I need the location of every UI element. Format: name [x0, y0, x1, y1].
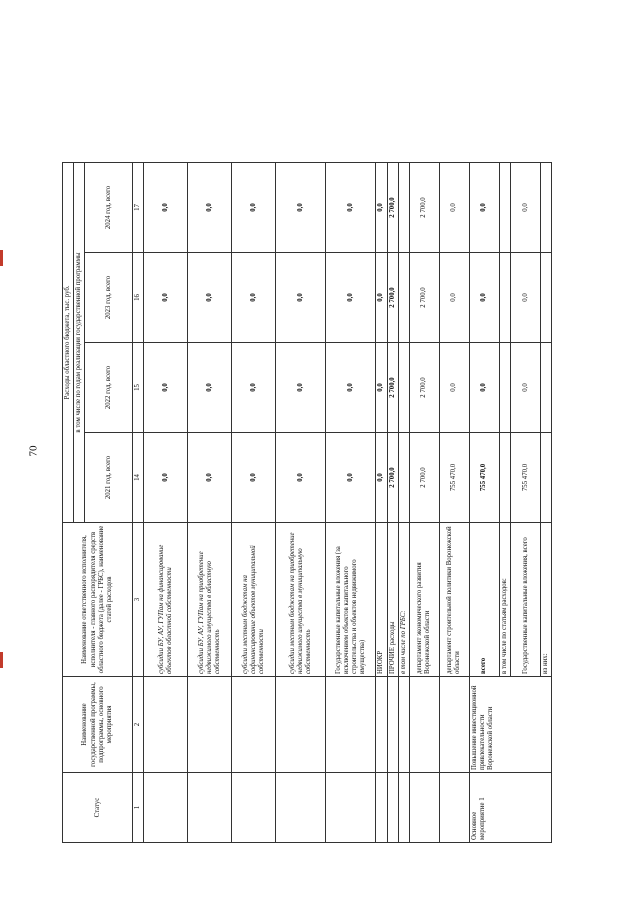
value-cell: 0,0 — [276, 433, 326, 523]
value-cell — [541, 343, 552, 433]
item-name-cell: НИОКР — [376, 523, 387, 677]
value-cell — [541, 253, 552, 343]
col-number: 2 — [133, 677, 144, 773]
program-cell — [398, 677, 409, 773]
program-cell — [144, 677, 188, 773]
value-cell — [499, 343, 510, 433]
value-cell: 0,0 — [326, 253, 376, 343]
header-year: 2022 год, всего — [85, 343, 133, 433]
value-cell: 0,0 — [376, 162, 387, 252]
status-cell — [398, 773, 409, 843]
value-cell: 0,0 — [276, 343, 326, 433]
program-cell — [188, 677, 232, 773]
value-cell: 0,0 — [469, 343, 499, 433]
scan-edge-mark — [0, 652, 3, 668]
value-cell — [499, 253, 510, 343]
status-cell — [439, 773, 469, 843]
header-year: 2021 год, всего — [85, 433, 133, 523]
value-cell: 0,0 — [326, 162, 376, 252]
header-year: 2024 год, всего — [85, 162, 133, 252]
col-number: 16 — [133, 253, 144, 343]
value-cell: 0,0 — [511, 253, 541, 343]
value-cell: 2 700,0 — [387, 162, 398, 252]
status-cell — [409, 773, 439, 843]
status-cell — [144, 773, 188, 843]
program-cell — [387, 677, 398, 773]
item-name-cell: в том числе по ГРБС: — [398, 523, 409, 677]
table-row — [326, 162, 376, 842]
table-row — [376, 162, 387, 842]
value-cell: 2 700,0 — [409, 162, 439, 252]
status-cell — [276, 773, 326, 843]
program-cell — [439, 677, 469, 773]
value-cell: 0,0 — [144, 343, 188, 433]
program-cell — [232, 677, 276, 773]
table-row — [469, 162, 499, 842]
status-cell — [387, 773, 398, 843]
value-cell: 755 470,0 — [439, 433, 469, 523]
program-cell — [409, 677, 439, 773]
table-row — [276, 162, 326, 842]
table-row — [232, 162, 276, 842]
value-cell: 2 700,0 — [409, 343, 439, 433]
value-cell: 0,0 — [439, 343, 469, 433]
header-responsible: Наименование ответственного исполнителя, исполнителя - главного распорядителя средств областного бюджета (далее - ГРБС), наименование статей расходов — [63, 523, 133, 677]
item-name-cell: субсидии местным бюджетам на приобретение недвижимого имущества в муниципальную собственность — [276, 523, 326, 677]
item-name-cell: субсидии БУ, АУ, ГУПам на финансирование объектов областной собственности — [144, 523, 188, 677]
col-number: 3 — [133, 523, 144, 677]
value-cell: 2 700,0 — [409, 253, 439, 343]
program-cell — [326, 677, 376, 773]
status-cell — [232, 773, 276, 843]
header-by-year: в том числе по годам реализации государственной программы — [74, 162, 85, 522]
status-cell: Основное мероприятие 1 — [469, 773, 551, 843]
value-cell — [398, 343, 409, 433]
table-row — [398, 162, 409, 842]
item-name-cell: всего — [469, 523, 499, 677]
col-number: 17 — [133, 162, 144, 252]
value-cell: 0,0 — [188, 343, 232, 433]
program-cell — [376, 677, 387, 773]
value-cell: 0,0 — [232, 162, 276, 252]
item-name-cell: субсидии местным бюджетам на софинансирование объектов муниципальной собственности — [232, 523, 276, 677]
value-cell: 0,0 — [326, 433, 376, 523]
col-number: 15 — [133, 343, 144, 433]
program-cell: Повышение инвестиционной привлекательности Воронежской области — [469, 677, 551, 773]
value-cell: 0,0 — [326, 343, 376, 433]
value-cell: 0,0 — [439, 253, 469, 343]
value-cell: 755 470,0 — [511, 433, 541, 523]
item-name-cell: Государственные капитальные вложения (за исключением объектов капитального строительства и объектов недвижимого имущества) — [326, 523, 376, 677]
value-cell: 0,0 — [144, 433, 188, 523]
table-row — [409, 162, 439, 842]
scan-edge-mark — [0, 250, 3, 266]
value-cell — [398, 253, 409, 343]
header-program-name: Наименование государственной программы, подпрограммы, основного мероприятия — [63, 677, 133, 773]
value-cell — [499, 162, 510, 252]
value-cell: 0,0 — [188, 433, 232, 523]
item-name-cell: департамент экономического развития Воронежской области — [409, 523, 439, 677]
value-cell: 0,0 — [144, 162, 188, 252]
header-status: Статус — [63, 773, 133, 843]
value-cell — [398, 433, 409, 523]
value-cell: 0,0 — [376, 433, 387, 523]
value-cell: 0,0 — [276, 253, 326, 343]
value-cell: 2 700,0 — [387, 343, 398, 433]
value-cell — [541, 433, 552, 523]
value-cell — [541, 162, 552, 252]
value-cell: 2 700,0 — [409, 433, 439, 523]
program-cell — [276, 677, 326, 773]
value-cell: 0,0 — [376, 343, 387, 433]
status-cell — [188, 773, 232, 843]
header-budget: Расходы областного бюджета, тыс. руб. — [63, 162, 74, 522]
table-row — [387, 162, 398, 842]
value-cell: 0,0 — [469, 253, 499, 343]
item-name-cell: Государственные капитальные вложения, всего — [511, 523, 541, 677]
item-name-cell: ПРОЧИЕ расходы — [387, 523, 398, 677]
col-number: 1 — [133, 773, 144, 843]
value-cell: 0,0 — [511, 343, 541, 433]
table-row — [439, 162, 469, 842]
value-cell: 0,0 — [232, 253, 276, 343]
value-cell — [499, 433, 510, 523]
value-cell: 0,0 — [188, 253, 232, 343]
value-cell: 0,0 — [188, 162, 232, 252]
value-cell: 0,0 — [144, 253, 188, 343]
col-number: 14 — [133, 433, 144, 523]
page-number: 70 — [27, 445, 40, 457]
rotated-table-container — [62, 163, 602, 843]
value-cell: 0,0 — [469, 162, 499, 252]
value-cell: 0,0 — [276, 162, 326, 252]
status-cell — [326, 773, 376, 843]
status-cell — [376, 773, 387, 843]
value-cell: 755 470,0 — [469, 433, 499, 523]
item-name-cell: из них: — [541, 523, 552, 677]
item-name-cell: в том числе по статьям расходов: — [499, 523, 510, 677]
value-cell: 2 700,0 — [387, 253, 398, 343]
table-row — [144, 162, 188, 842]
budget-table — [62, 162, 552, 843]
item-name-cell: департамент строительной политики Воронежской области — [439, 523, 469, 677]
header-year: 2023 год, всего — [85, 253, 133, 343]
table-row — [188, 162, 232, 842]
item-name-cell: субсидии БУ, АУ, ГУПам на приобретение недвижимого имущества в областную собственность — [188, 523, 232, 677]
value-cell: 0,0 — [439, 162, 469, 252]
value-cell: 2 700,0 — [387, 433, 398, 523]
value-cell: 0,0 — [511, 162, 541, 252]
value-cell: 0,0 — [232, 343, 276, 433]
value-cell — [398, 162, 409, 252]
value-cell: 0,0 — [232, 433, 276, 523]
value-cell: 0,0 — [376, 253, 387, 343]
